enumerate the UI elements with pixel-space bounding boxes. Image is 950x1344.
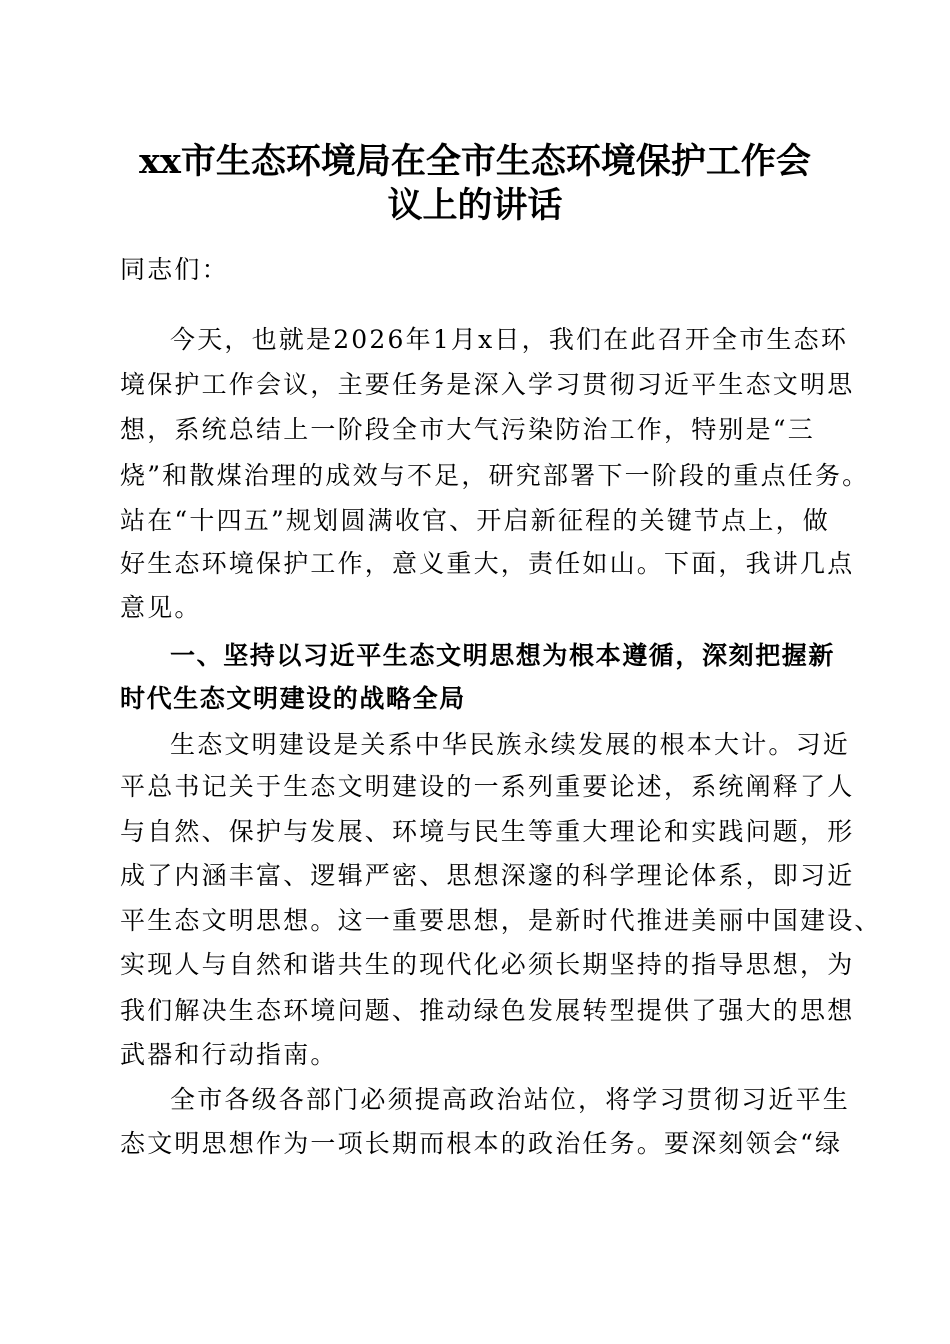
paragraph-1-line-6: 好生态环境保护工作，意义重大，责任如山。下面，我讲几点: [120, 549, 855, 578]
document-title-line-1: xx市生态环境局在全市生态环境保护工作会: [139, 141, 811, 182]
paragraph-2-line-7: 我们解决生态环境问题、推动绿色发展转型提供了强大的思想: [120, 996, 855, 1025]
paragraph-2-line-3: 与自然、保护与发展、环境与民生等重大理论和实践问题，形: [120, 817, 855, 846]
section-heading-1-line-2: 时代生态文明建设的战略全局: [120, 684, 466, 713]
paragraph-1-line-4: 烧”和散煤治理的成效与不足，研究部署下一阶段的重点任务。: [120, 461, 870, 490]
paragraph-2-line-5: 平生态文明思想。这一重要思想，是新时代推进美丽中国建设、: [120, 906, 882, 935]
paragraph-3-line-2: 态文明思想作为一项长期而根本的政治任务。要深刻领会“绿: [120, 1129, 843, 1158]
paragraph-1-line-3: 想，系统总结上一阶段全市大气污染防治工作，特别是“三: [120, 415, 815, 444]
paragraph-2-line-1: 生态文明建设是关系中华民族永续发展的根本大计。习近: [170, 730, 851, 759]
paragraph-1-line-1: 今天，也就是2026年1月x日，我们在此召开全市生态环: [170, 325, 849, 354]
paragraph-1-line-2: 境保护工作会议，主要任务是深入学习贯彻习近平生态文明思: [120, 370, 855, 399]
paragraph-1-line-7: 意见。: [120, 593, 202, 622]
paragraph-2-line-2: 平总书记关于生态文明建设的一系列重要论述，系统阐释了人: [120, 772, 855, 801]
document-title-line-2: 议上的讲话: [387, 185, 563, 226]
section-heading-1-line-1: 一、坚持以习近平生态文明思想为根本遵循，深刻把握新: [170, 641, 836, 670]
paragraph-2-line-4: 成了内涵丰富、逻辑严密、思想深邃的科学理论体系，即习近: [120, 861, 855, 890]
paragraph-2-line-8: 武器和行动指南。: [120, 1040, 338, 1069]
salutation: 同志们：: [120, 255, 229, 284]
paragraph-1-line-5: 站在“十四五”规划圆满收官、开启新征程的关键节点上，做: [120, 506, 830, 535]
paragraph-3-line-1: 全市各级各部门必须提高政治站位，将学习贯彻习近平生: [170, 1085, 851, 1114]
paragraph-2-line-6: 实现人与自然和谐共生的现代化必须长期坚持的指导思想，为: [120, 950, 855, 979]
